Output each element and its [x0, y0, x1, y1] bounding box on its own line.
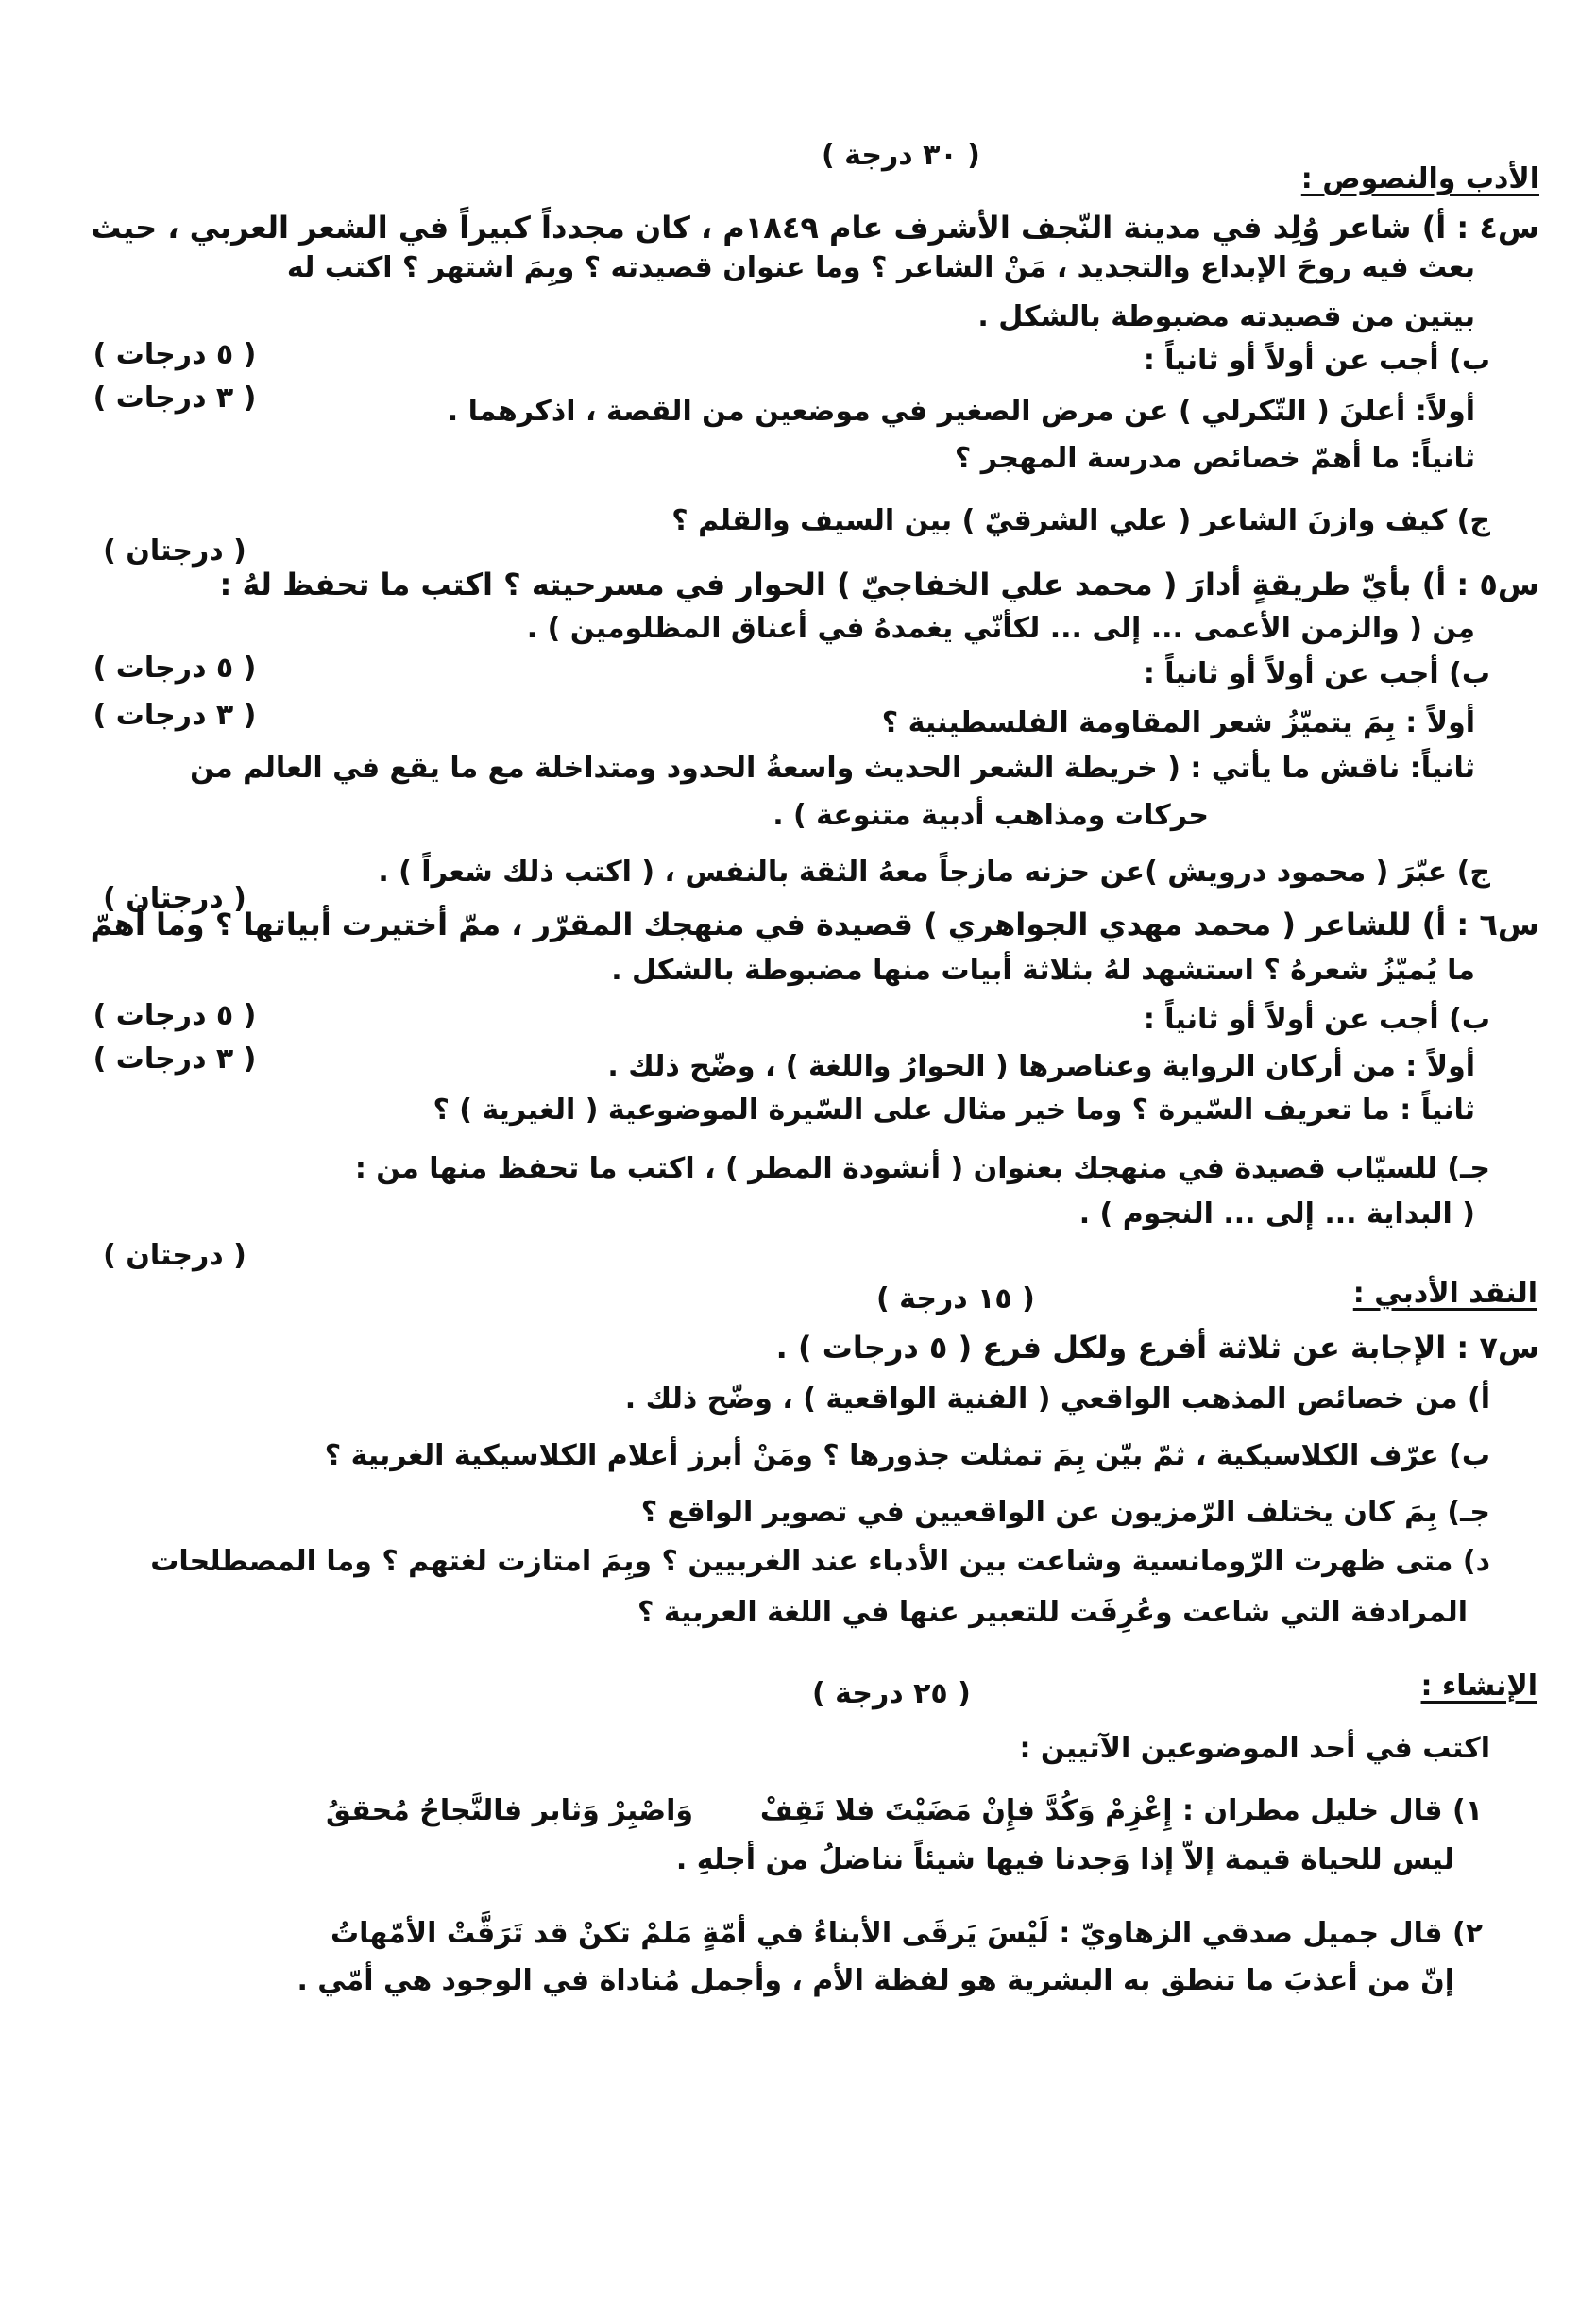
section-heading-criticism: النقد الأدبي : [1352, 1277, 1537, 1310]
q6-marks-c: ( درجتان ) [103, 1239, 246, 1272]
q7-b: ب) عرّف الكلاسيكية ، ثمّ بيّن بِمَ تمثلت جذورها ؟ ومَنْ أبرز أعلام الكلاسيكية الغربية ؟ [324, 1439, 1490, 1472]
q6-marks-b: ( ٣ درجات ) [93, 1043, 257, 1076]
q6-b-second: ثانياً : ما تعريف السّيرة ؟ وما خير مثال على السّيرة الموضوعية ( الغيرية ) ؟ [433, 1094, 1475, 1127]
q5-marks-c: ( درجتان ) [103, 882, 246, 915]
q6-b-first: أولاً : من أركان الرواية وعناصرها ( الحوارُ واللغة ) ، وضّح ذلك . [607, 1050, 1475, 1083]
section-grade-essay: ( ٢٥ درجة ) [812, 1677, 971, 1710]
section-grade-literature: ( ٣٠ درجة ) [822, 139, 980, 172]
section-heading-essay: الإنشاء : [1420, 1670, 1537, 1703]
q5-c: ج) عبّرَ ( محمود درويش )عن حزنه مازجاً معهُ الثقة بالنفس ، ( اكتب ذلك شعراً ) . [378, 856, 1490, 889]
q7-prompt: س٧ : الإجابة عن ثلاثة أفرع ولكل فرع ( ٥ درجات ) . [775, 1330, 1539, 1366]
q7-c: جـ) بِمَ كان يختلف الرّمزيون عن الواقعيين في تصوير الواقع ؟ [640, 1496, 1490, 1529]
q7-d-line1: د) متى ظهرت الرّومانسية وشاعت بين الأدباء عند الغربيين ؟ وبِمَ امتازت لغتهم ؟ وما المصطلحات [150, 1545, 1490, 1578]
q5-marks-a: ( ٥ درجات ) [93, 652, 257, 685]
q6-marks-a: ( ٥ درجات ) [93, 999, 257, 1032]
q5-b-second-line2: حركات ومذاهب أدبية متنوعة ) . [773, 799, 1209, 832]
q4-a-line3: بيتين من قصيدته مضبوطة بالشكل . [977, 300, 1475, 333]
q6-a-line2: ما يُميّزُ شعرهُ ؟ استشهد لهُ بثلاثة أبيات منها مضبوطة بالشكل . [611, 954, 1475, 987]
q4-b-prompt: ب) أجب عن أولاً أو ثانياً : [1143, 344, 1490, 377]
q4-a-line2: بعث فيه روحَ الإبداع والتجديد ، مَنْ الشاعر ؟ وما عنوان قصيدته ؟ وبِمَ اشتهر ؟ اكتب له [286, 251, 1475, 284]
q4-marks-a: ( ٥ درجات ) [93, 338, 257, 371]
q4-marks-c: ( درجتان ) [103, 534, 246, 568]
q5-b-first: أولاً : بِمَ يتميّزُ شعر المقاومة الفلسطينية ؟ [881, 706, 1475, 739]
section-grade-criticism: ( ١٥ درجة ) [876, 1282, 1035, 1315]
q7-d-line2: المرادفة التي شاعت وعُرِفَت للتعبير عنها في اللغة العربية ؟ [637, 1596, 1468, 1629]
q4-c: ج) كيف وازنَ الشاعر ( علي الشرقيّ ) بين السيف والقلم ؟ [671, 504, 1490, 537]
essay-intro: اكتب في أحد الموضوعين الآتيين : [1019, 1732, 1490, 1765]
q5-a-line2: مِن ( والزمن الأعمى ... إلى ... لكأنّي يغمدهُ في أعناق المظلومين ) . [526, 612, 1475, 645]
q6-b-prompt: ب) أجب عن أولاً أو ثانياً : [1143, 1003, 1490, 1036]
essay-topic2-verse-second: لمْ تكنْ قد تَرَقَّتْ الأمّهاتُ [331, 1917, 673, 1950]
essay-topic2-text: إنّ من أعذبَ ما تنطق به البشرية هو لفظة الأم ، وأجمل مُناداة في الوجود هي أمّي . [297, 1964, 1454, 1997]
essay-topic1-verse-second: وَاصْبِرْ وَثابر فالنَّجاحُ مُحققُ [326, 1794, 694, 1827]
q6-a-line1: س٦ : أ) للشاعر ( محمد مهدي الجواهري ) قصيدة في منهجك المقرّر ، ممّ أختيرت أبياتها ؟ وما أهمّ [90, 907, 1539, 942]
essay-topic2-verse-first: ٢) قال جميل صدقي الزهاويّ : لَيْسَ يَرقَى الأبناءُ في أمّةٍ مَا [664, 1917, 1483, 1950]
q4-marks-b: ( ٣ درجات ) [93, 382, 257, 415]
q5-a-line1: س٥ : أ) بأيّ طريقةٍ أدارَ ( محمد علي الخفاجيّ ) الحوار في مسرحيته ؟ اكتب ما تحفظ لهُ : [219, 567, 1539, 602]
q6-c-line1: جـ) للسيّاب قصيدة في منهجك بعنوان ( أنشودة المطر ) ، اكتب ما تحفظ منها من : [354, 1152, 1490, 1185]
q5-b-prompt: ب) أجب عن أولاً أو ثانياً : [1143, 657, 1490, 690]
q4-b-second: ثانياً: ما أهمّ خصائص مدرسة المهجر ؟ [954, 442, 1475, 475]
q4-a-line1: س٤ : أ) شاعر وُلِد في مدينة النّجف الأشرف عام ١٨٤٩م ، كان مجدداً كبيراً في الشعر العربي ، حيث [91, 210, 1539, 246]
q6-c-line2: ( البداية ... إلى ... النجوم ) . [1078, 1197, 1475, 1230]
q5-marks-b: ( ٣ درجات ) [93, 699, 257, 732]
section-heading-literature: الأدب والنصوص : [1300, 162, 1539, 195]
q7-a: أ) من خصائص المذهب الواقعي ( الفنية الواقعية ) ، وضّح ذلك . [624, 1383, 1490, 1416]
essay-topic1-text: ليس للحياة قيمة إلاّ إذا وَجدنا فيها شيئاً نناضلُ من أجلهِ . [675, 1843, 1454, 1876]
q4-b-first: أولاً: أعلنَ ( التّكرلي ) عن مرض الصغير في موضعين من القصة ، اذكرهما . [447, 395, 1475, 428]
q5-b-second-line1: ثانياً: ناقش ما يأتي : ( خريطة الشعر الحديث واسعةُ الحدود ومتداخلة مع ما يقع في العالم من [190, 752, 1475, 785]
essay-topic1-verse-first: ١) قال خليل مطران : إِعْزِمْ وَكُدَّ فإِنْ مَضَيْتَ فلا تَقِفْ [759, 1794, 1483, 1827]
